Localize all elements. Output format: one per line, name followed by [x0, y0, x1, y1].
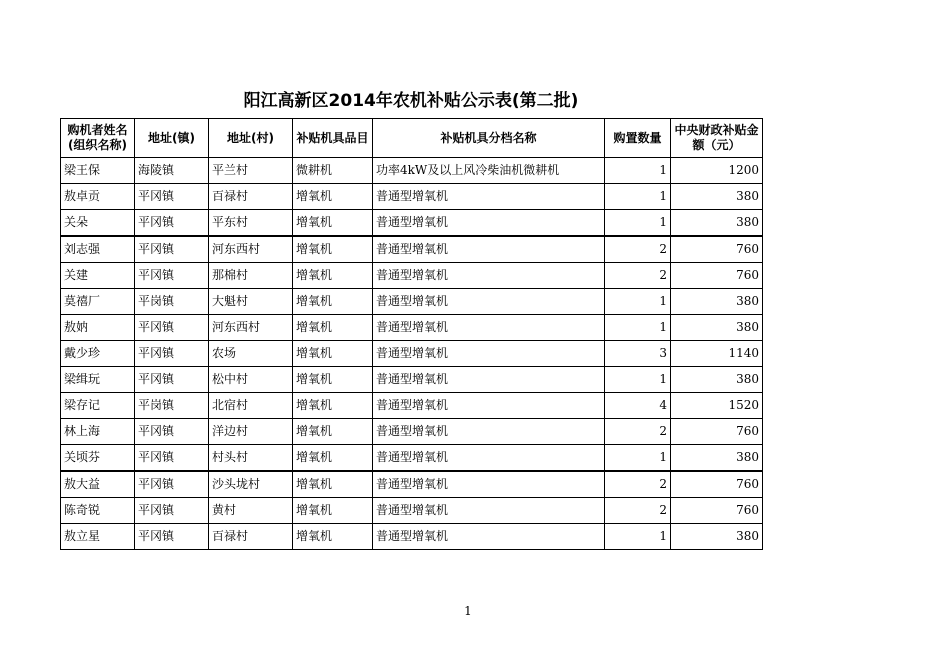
header-model: 补贴机具分档名称 [373, 119, 605, 158]
cell-qty: 1 [605, 524, 671, 550]
cell-town: 平冈镇 [135, 471, 209, 498]
cell-amount: 760 [671, 263, 763, 289]
cell-name: 敖大益 [61, 471, 135, 498]
cell-town: 平冈镇 [135, 498, 209, 524]
cell-town: 平岗镇 [135, 393, 209, 419]
cell-item: 增氧机 [293, 419, 373, 445]
cell-town: 平冈镇 [135, 524, 209, 550]
cell-village: 河东西村 [209, 315, 293, 341]
cell-model: 普通型增氧机 [373, 367, 605, 393]
cell-town: 平冈镇 [135, 184, 209, 210]
cell-name: 刘志强 [61, 236, 135, 263]
cell-name: 敖立星 [61, 524, 135, 550]
cell-qty: 4 [605, 393, 671, 419]
cell-name: 陈奇锐 [61, 498, 135, 524]
cell-name: 戴少珍 [61, 341, 135, 367]
cell-qty: 1 [605, 367, 671, 393]
table-row [61, 210, 763, 237]
cell-qty: 2 [605, 236, 671, 263]
cell-qty: 2 [605, 419, 671, 445]
cell-item: 增氧机 [293, 445, 373, 472]
cell-qty: 1 [605, 184, 671, 210]
cell-name: 关建 [61, 263, 135, 289]
table-body [61, 158, 763, 550]
cell-item: 增氧机 [293, 393, 373, 419]
cell-amount: 1520 [671, 393, 763, 419]
table-row [61, 184, 763, 210]
cell-name: 莫禧厂 [61, 289, 135, 315]
subsidy-table [60, 118, 763, 550]
table-row [61, 158, 763, 184]
cell-model: 普通型增氧机 [373, 498, 605, 524]
cell-qty: 2 [605, 471, 671, 498]
header-row [61, 119, 763, 158]
cell-item: 增氧机 [293, 236, 373, 263]
cell-village: 北宿村 [209, 393, 293, 419]
table-row [61, 367, 763, 393]
cell-town: 平冈镇 [135, 236, 209, 263]
cell-village: 沙头垅村 [209, 471, 293, 498]
header-amount: 中央财政补贴金额（元） [671, 119, 763, 158]
cell-town: 海陵镇 [135, 158, 209, 184]
cell-qty: 1 [605, 210, 671, 237]
cell-model: 普通型增氧机 [373, 210, 605, 237]
cell-model: 普通型增氧机 [373, 524, 605, 550]
cell-amount: 760 [671, 498, 763, 524]
cell-item: 增氧机 [293, 341, 373, 367]
cell-village: 黄村 [209, 498, 293, 524]
cell-amount: 380 [671, 367, 763, 393]
cell-model: 普通型增氧机 [373, 184, 605, 210]
cell-item: 增氧机 [293, 184, 373, 210]
header-item: 补贴机具品目 [293, 119, 373, 158]
cell-town: 平冈镇 [135, 445, 209, 472]
cell-village: 百禄村 [209, 184, 293, 210]
cell-amount: 760 [671, 419, 763, 445]
cell-model: 普通型增氧机 [373, 289, 605, 315]
table-row [61, 236, 763, 263]
cell-item: 增氧机 [293, 263, 373, 289]
cell-town: 平岗镇 [135, 289, 209, 315]
cell-village: 村头村 [209, 445, 293, 472]
cell-amount: 380 [671, 210, 763, 237]
table-row [61, 263, 763, 289]
cell-qty: 1 [605, 445, 671, 472]
cell-item: 微耕机 [293, 158, 373, 184]
cell-item: 增氧机 [293, 289, 373, 315]
cell-village: 那棉村 [209, 263, 293, 289]
cell-town: 平冈镇 [135, 367, 209, 393]
header-village: 地址(村) [209, 119, 293, 158]
cell-name: 梁王保 [61, 158, 135, 184]
cell-amount: 760 [671, 471, 763, 498]
cell-item: 增氧机 [293, 210, 373, 237]
cell-model: 普通型增氧机 [373, 341, 605, 367]
cell-qty: 1 [605, 315, 671, 341]
cell-amount: 380 [671, 184, 763, 210]
table-row [61, 498, 763, 524]
table-row [61, 341, 763, 367]
cell-village: 平东村 [209, 210, 293, 237]
cell-village: 河东西村 [209, 236, 293, 263]
cell-name: 关朵 [61, 210, 135, 237]
cell-model: 普通型增氧机 [373, 315, 605, 341]
cell-model: 普通型增氧机 [373, 263, 605, 289]
table-row [61, 419, 763, 445]
cell-model: 普通型增氧机 [373, 445, 605, 472]
cell-amount: 380 [671, 445, 763, 472]
table-row [61, 393, 763, 419]
cell-item: 增氧机 [293, 524, 373, 550]
cell-village: 洋边村 [209, 419, 293, 445]
cell-town: 平冈镇 [135, 419, 209, 445]
cell-village: 农场 [209, 341, 293, 367]
cell-village: 大魁村 [209, 289, 293, 315]
cell-town: 平冈镇 [135, 341, 209, 367]
cell-item: 增氧机 [293, 498, 373, 524]
cell-item: 增氧机 [293, 315, 373, 341]
cell-town: 平冈镇 [135, 263, 209, 289]
cell-item: 增氧机 [293, 471, 373, 498]
cell-model: 普通型增氧机 [373, 471, 605, 498]
cell-amount: 760 [671, 236, 763, 263]
cell-model: 功率4kW及以上风冷柴油机微耕机 [373, 158, 605, 184]
cell-name: 敖卓贡 [61, 184, 135, 210]
cell-village: 松中村 [209, 367, 293, 393]
cell-amount: 380 [671, 524, 763, 550]
cell-qty: 3 [605, 341, 671, 367]
cell-item: 增氧机 [293, 367, 373, 393]
cell-model: 普通型增氧机 [373, 419, 605, 445]
page-number: 1 [464, 604, 472, 618]
table-row [61, 445, 763, 472]
cell-name: 敖妠 [61, 315, 135, 341]
cell-amount: 380 [671, 289, 763, 315]
cell-town: 平冈镇 [135, 210, 209, 237]
cell-village: 平兰村 [209, 158, 293, 184]
cell-amount: 1140 [671, 341, 763, 367]
cell-qty: 1 [605, 289, 671, 315]
header-name: 购机者姓名(组织名称) [61, 119, 135, 158]
cell-name: 关顷芬 [61, 445, 135, 472]
cell-town: 平冈镇 [135, 315, 209, 341]
cell-amount: 380 [671, 315, 763, 341]
header-qty: 购置数量 [605, 119, 671, 158]
cell-name: 林上海 [61, 419, 135, 445]
cell-name: 梁存记 [61, 393, 135, 419]
table-row [61, 524, 763, 550]
cell-name: 梁缉玩 [61, 367, 135, 393]
page-title: 阳江高新区2014年农机补贴公示表(第二批) [243, 91, 579, 111]
cell-model: 普通型增氧机 [373, 393, 605, 419]
cell-qty: 2 [605, 263, 671, 289]
cell-village: 百禄村 [209, 524, 293, 550]
table-row [61, 471, 763, 498]
header-town: 地址(镇) [135, 119, 209, 158]
table-row [61, 315, 763, 341]
table-row [61, 289, 763, 315]
cell-amount: 1200 [671, 158, 763, 184]
cell-qty: 1 [605, 158, 671, 184]
cell-qty: 2 [605, 498, 671, 524]
cell-model: 普通型增氧机 [373, 236, 605, 263]
